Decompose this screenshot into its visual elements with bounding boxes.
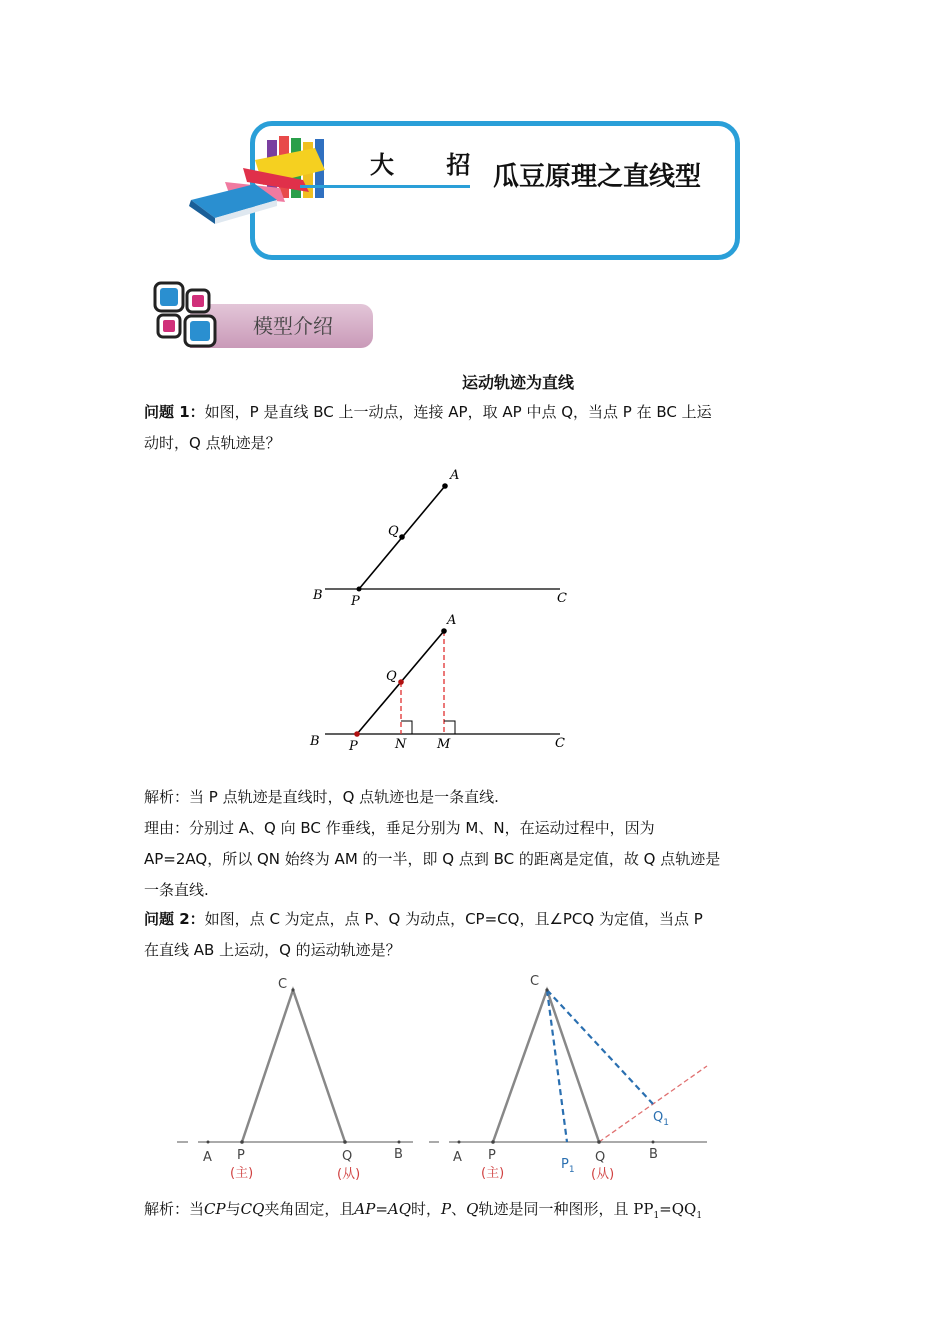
label-p: P [488,1148,496,1163]
question-1-line-2: 动时，Q 点轨迹是？ [144,434,281,452]
analysis-2-eq: AP=AQ [354,1200,412,1218]
point-q [597,1140,601,1144]
label-p1: $P_1$ [561,1157,575,1175]
label-q: Q [595,1150,606,1165]
label-c: C [557,591,567,606]
label-p: P [349,739,358,754]
label-c: C [278,977,288,992]
main-heading: 运动轨迹为直线 [461,373,574,392]
header-underline [300,185,470,188]
point-a [441,628,447,634]
question-2-line-1 [144,909,703,929]
figure-4 [425,968,715,1188]
point-p [354,731,360,737]
segment-cp1 [547,990,567,1142]
analysis-2-mid: 夹角固定，且 [264,1200,355,1218]
analysis-2-mid4: =QQ [659,1200,697,1218]
analysis-2-mid3: 轨迹是同一种图形，且 PP [478,1200,654,1218]
label-b: B [394,1147,403,1162]
label-a: A [450,468,460,483]
label-follow: (从) [591,1167,615,1182]
point-q [398,679,404,685]
label-b: B [310,734,320,749]
triangle-cpq [242,990,345,1142]
point-a [458,1141,461,1144]
section-label: 模型介绍 [253,314,333,338]
label-q: Q [388,524,399,539]
point-p [491,1140,495,1144]
section-icon [150,280,222,350]
label-q1: $Q_1$ [653,1110,669,1128]
point-b [652,1141,655,1144]
analysis-2-line-1 [144,1199,702,1226]
label-main: (主) [481,1166,505,1181]
analysis-2-cq: CQ [240,1200,265,1218]
question-1-line-1 [144,402,712,422]
analysis-1-line-2: 理由：分别过 A、Q 向 BC 作垂线，垂足分别为 M、N，在运动过程中，因为 [144,819,655,837]
label-m: M [437,737,451,752]
label-b: B [649,1147,658,1162]
question-2-text-1: 如图，点 C 为定点，点 P、Q 为动点，CP=CQ，且∠PCQ 为定值，当点 P [204,910,703,928]
label-q: Q [342,1149,353,1164]
analysis-2-prefix: 解析：当 [144,1200,205,1218]
label-c: C [555,736,565,751]
analysis-1-line-1: 解析：当 P 点轨迹是直线时，Q 点轨迹也是一条直线. [144,788,499,806]
point-p [357,587,362,592]
point-c [545,988,548,991]
point-p [240,1140,244,1144]
label-a: A [447,613,457,628]
analysis-2-q: Q [466,1200,479,1218]
books-icon [185,130,335,230]
question-1-label: 问题 1： [144,403,205,421]
analysis-2-sep: 、 [451,1200,467,1218]
header-title: 瓜豆原理之直线型 [493,162,702,192]
analysis-2-cp: CP [204,1200,226,1218]
label-follow: (从) [337,1167,361,1182]
figure-2 [305,608,585,756]
question-1-text-1: 如图，P 是直线 BC 上一动点，连接 AP，取 AP 中点 Q，当点 P 在 BC 上运 [204,403,712,421]
right-angle-m [444,721,455,734]
label-a: A [453,1150,462,1165]
right-angle-n [401,721,412,734]
label-p: P [351,594,360,609]
analysis-1-line-3: AP=2AQ，所以 QN 始终为 AM 的一半，即 Q 点到 BC 的距离是定值，故 Q 点轨迹是 [144,850,721,868]
label-n: N [395,737,407,752]
point-c [291,988,294,991]
header-tag: 大 招 [370,150,493,179]
question-2-line-2: 在直线 AB 上运动，Q 的运动轨迹是？ [144,941,401,959]
label-c: C [530,974,540,989]
analysis-1-line-4: 一条直线. [144,881,209,899]
analysis-2-sub2: 1 [696,1211,703,1221]
label-main: (主) [230,1166,254,1181]
segment-cq1 [547,990,653,1104]
analysis-2-sub1: 1 [653,1211,660,1221]
label-a: A [203,1150,212,1165]
label-p: P [237,1148,245,1163]
figure-1 [305,462,585,612]
question-2-label: 问题 2： [144,910,205,928]
figure-3 [170,968,420,1188]
analysis-2-p: P [441,1200,452,1218]
point-a [442,483,448,489]
point-q [399,534,405,540]
label-b: B [313,588,323,603]
point-a [207,1141,210,1144]
analysis-2-and: 与 [225,1200,241,1218]
point-q [343,1140,347,1144]
point-b [398,1141,401,1144]
label-q: Q [386,669,397,684]
triangle-cpq [493,990,599,1142]
analysis-2-mid2: 时， [411,1200,442,1218]
